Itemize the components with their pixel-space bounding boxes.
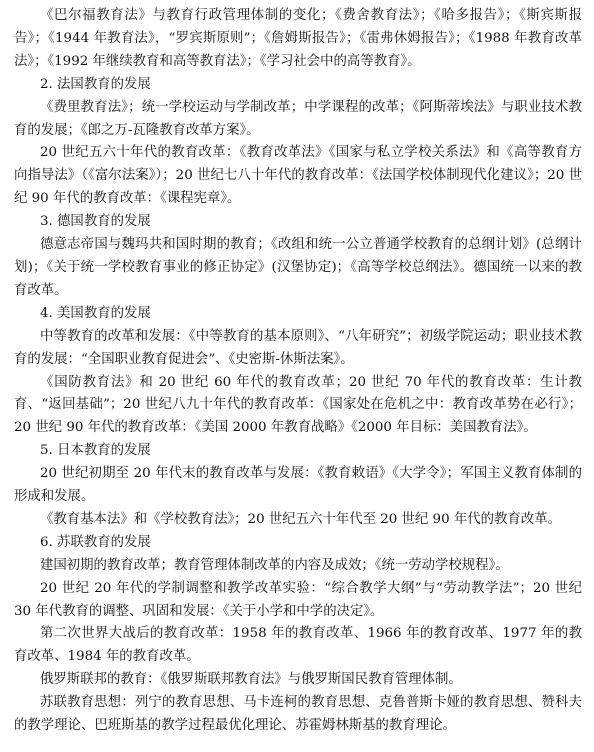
heading-usa: 4. 美国教育的发展 [40, 305, 151, 321]
para-japan-basic: 《教育基本法》和《学校教育法》；20 世纪五六十年代至 20 世纪 90 年代的教育改革。 [40, 511, 561, 527]
para-ussr-1920s: 20 世纪 20 年代的学制调整和教学改革实验：“综合教学大纲”与“劳动教学法”；20 世纪 30 年代教育的调整、巩固和发展：《关于小学和中学的决定》。 [14, 580, 582, 619]
para-ussr-early: 建国初期的教育改革；教育管理体制改革的内容及成效；《统一劳动学校规程》。 [40, 557, 509, 573]
para-japan-early: 20 世纪初期至 20 年代末的教育改革与发展：《教育敕语》《大学令》；军国主义教育体制的形成和发展。 [14, 466, 582, 505]
document-page [14, 5, 582, 738]
para-ussr-postwar: 第二次世界大战后的教育改革：1958 年的教育改革、1966 年的教育改革、1977 年的教育改革、1984 年的教育改革。 [14, 626, 582, 665]
para-usa-defense: 《国防教育法》和 20 世纪 60 年代的教育改革；20 世纪 70 年代的教育改革：生计教育、“返回基础”；20 世纪八九十年代的教育改革：《国家处在危机之中：教育改革势在必行》；20 世纪 90 年代的教育改革：《美国 2000 年教育战略》《2000 年目标：美国教育法》。 [14, 374, 582, 436]
para-germany: 德意志帝国与魏玛共和国时期的教育；《改组和统一公立普通学校教育的总纲计划》(总纲计划)；《关于统一学校教育事业的修正协定》(汉堡协定)；《高等学校总纲法》。德国统一以来的教育改革。 [14, 237, 582, 298]
heading-japan: 5. 日本教育的发展 [40, 443, 151, 459]
para-usa-secondary: 中等教育的改革和发展：《中等教育的基本原则》、“八年研究”；初级学院运动；职业技术教育的发展：“全国职业教育促进会”、《史密斯-休斯法案》。 [14, 328, 582, 367]
para-france-ferry: 《费里教育法》；统一学校运动与学制改革；中学课程的改革；《阿斯蒂埃法》与职业技术教育的发展；《郎之万-瓦隆教育改革方案》。 [14, 99, 582, 138]
para-ussr-thought: 苏联教育思想：列宁的教育思想、马卡连柯的教育思想、克鲁普斯卡娅的教育思想、赞科夫的教学理论、巴班斯基的教学过程最优化理论、苏霍姆林斯基的教育理论。 [14, 695, 582, 734]
para-russia: 俄罗斯联邦的教育：《俄罗斯联邦教育法》与俄罗斯国民教育管理体制。 [40, 672, 462, 688]
para-britain-laws: 《巴尔福教育法》与教育行政管理体制的变化；《费舍教育法》；《哈多报告》；《斯宾斯报告》；《1944 年教育法》，“罗宾斯原则”；《詹姆斯报告》；《雷弗休姆报告》；《1988 年教育改革法》；《1992 年继续教育和高等教育法》；《学习社会中的高等教育》。 [14, 8, 582, 69]
para-france-1950s: 20 世纪五六十年代的教育改革：《教育改革法》《国家与私立学校关系法》和《高等教育方向指导法》（《富尔法案》）；20 世纪七八十年代的教育改革：《法国学校体制现代化建议》；20 世纪 90 年代的教育改革：《课程宪章》。 [14, 145, 582, 207]
heading-ussr: 6. 苏联教育的发展 [40, 534, 151, 550]
heading-france: 2. 法国教育的发展 [40, 76, 151, 92]
heading-germany: 3. 德国教育的发展 [40, 214, 151, 230]
